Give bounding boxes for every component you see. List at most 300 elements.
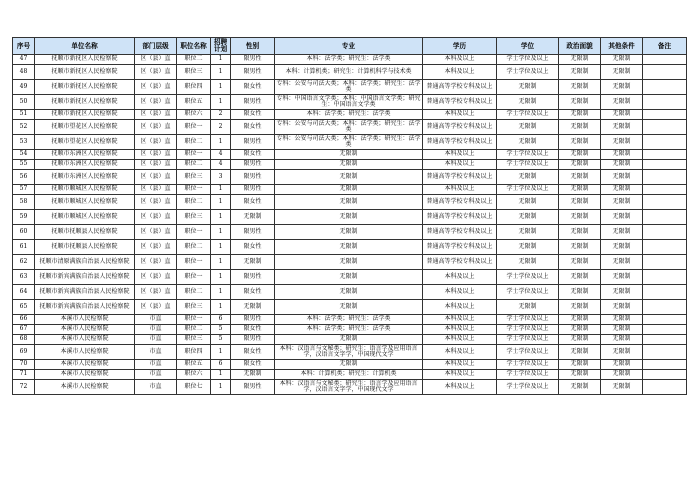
department-level-cell: 市直 <box>135 325 177 335</box>
remark-cell <box>643 55 687 65</box>
position-name-cell: 职位六 <box>177 110 211 120</box>
unit-name-cell: 抚顺市东洲区人民检察院 <box>35 160 135 170</box>
department-level-cell: 区（县）直 <box>135 210 177 225</box>
recruit-plan-cell: 1 <box>211 80 231 95</box>
table-row <box>13 315 687 325</box>
recruitment-table-wrapper <box>12 37 686 395</box>
other-conditions-cell: 无限制 <box>601 95 643 110</box>
header-row <box>13 38 687 55</box>
row-number-cell: 47 <box>13 55 35 65</box>
degree-cell: 无限制 <box>497 195 559 210</box>
position-name-cell: 职位三 <box>177 65 211 80</box>
position-name-cell: 职位一 <box>177 185 211 195</box>
recruit-plan-cell: 2 <box>211 120 231 135</box>
row-number-cell: 67 <box>13 325 35 335</box>
department-level-cell: 区（县）直 <box>135 95 177 110</box>
other-conditions-cell: 无限制 <box>601 380 643 395</box>
degree-cell: 无限制 <box>497 120 559 135</box>
recruit-plan-cell: 1 <box>211 135 231 150</box>
unit-name-cell: 本溪市人民检察院 <box>35 380 135 395</box>
degree-cell: 学士学位及以上 <box>497 360 559 370</box>
political-status-cell: 无限制 <box>559 80 601 95</box>
degree-cell: 学士学位及以上 <box>497 325 559 335</box>
political-status-cell: 无限制 <box>559 335 601 345</box>
gender-cell: 无限制 <box>231 300 275 315</box>
row-number-cell: 61 <box>13 240 35 255</box>
gender-cell: 限男性 <box>231 160 275 170</box>
position-name-cell: 职位二 <box>177 160 211 170</box>
gender-cell: 限女性 <box>231 195 275 210</box>
table-row <box>13 345 687 360</box>
recruit-plan-cell: 1 <box>211 210 231 225</box>
remark-cell <box>643 80 687 95</box>
major-cell: 本科：计算机类；研究生：计算机类 <box>275 370 423 380</box>
remark-cell <box>643 210 687 225</box>
education-cell: 本科及以上 <box>423 370 497 380</box>
remark-cell <box>643 150 687 160</box>
education-cell: 普通高等学校专科及以上 <box>423 195 497 210</box>
table-row <box>13 150 687 160</box>
gender-cell: 限男性 <box>231 185 275 195</box>
recruit-plan-cell: 1 <box>211 240 231 255</box>
other-conditions-cell: 无限制 <box>601 315 643 325</box>
major-cell: 无限制 <box>275 185 423 195</box>
table-row <box>13 210 687 225</box>
unit-name-cell: 抚顺市顺城区人民检察院 <box>35 185 135 195</box>
row-number-cell: 66 <box>13 315 35 325</box>
degree-cell: 无限制 <box>497 210 559 225</box>
unit-name-cell: 抚顺市抚顺县人民检察院 <box>35 240 135 255</box>
political-status-cell: 无限制 <box>559 360 601 370</box>
political-status-cell: 无限制 <box>559 300 601 315</box>
political-status-cell: 无限制 <box>559 240 601 255</box>
department-level-cell: 区（县）直 <box>135 55 177 65</box>
remark-cell <box>643 170 687 185</box>
other-conditions-cell: 无限制 <box>601 335 643 345</box>
row-number-cell: 71 <box>13 370 35 380</box>
gender-cell: 无限制 <box>231 370 275 380</box>
education-cell: 本科及以上 <box>423 150 497 160</box>
table-row <box>13 135 687 150</box>
political-status-cell: 无限制 <box>559 345 601 360</box>
table-row <box>13 255 687 270</box>
unit-name-cell: 抚顺市东洲区人民检察院 <box>35 150 135 160</box>
table-body <box>13 55 687 395</box>
department-level-cell: 区（县）直 <box>135 195 177 210</box>
political-status-cell: 无限制 <box>559 185 601 195</box>
recruit-plan-cell: 2 <box>211 110 231 120</box>
position-name-cell: 职位五 <box>177 95 211 110</box>
major-cell: 本科：汉语言与文秘类；研究生：语言学及应用语言学，汉语言文字学，中国现代文学 <box>275 380 423 395</box>
position-name-cell: 职位七 <box>177 380 211 395</box>
row-number-cell: 57 <box>13 185 35 195</box>
department-level-cell: 区（县）直 <box>135 110 177 120</box>
other-conditions-cell: 无限制 <box>601 160 643 170</box>
remark-cell <box>643 120 687 135</box>
political-status-cell: 无限制 <box>559 210 601 225</box>
remark-cell <box>643 225 687 240</box>
position-name-cell: 职位一 <box>177 315 211 325</box>
remark-cell <box>643 335 687 345</box>
other-conditions-cell: 无限制 <box>601 135 643 150</box>
political-status-cell: 无限制 <box>559 110 601 120</box>
position-name-cell: 职位三 <box>177 170 211 185</box>
remark-cell <box>643 315 687 325</box>
other-conditions-cell: 无限制 <box>601 55 643 65</box>
degree-cell: 无限制 <box>497 225 559 240</box>
gender-cell: 限男性 <box>231 95 275 110</box>
other-conditions-cell: 无限制 <box>601 210 643 225</box>
position-name-cell: 职位一 <box>177 255 211 270</box>
recruitment-table <box>12 37 687 395</box>
remark-cell <box>643 370 687 380</box>
gender-cell: 限女性 <box>231 285 275 300</box>
department-level-cell: 区（县）直 <box>135 270 177 285</box>
position-name-cell: 职位二 <box>177 135 211 150</box>
degree-cell: 学士学位及以上 <box>497 315 559 325</box>
education-cell: 普通高等学校专科及以上 <box>423 255 497 270</box>
political-status-cell: 无限制 <box>559 65 601 80</box>
major-cell: 无限制 <box>275 300 423 315</box>
header-cell: 备注 <box>643 38 687 55</box>
position-name-cell: 职位一 <box>177 150 211 160</box>
position-name-cell: 职位五 <box>177 360 211 370</box>
gender-cell: 限男性 <box>231 270 275 285</box>
header-cell: 单位名称 <box>35 38 135 55</box>
department-level-cell: 区（县）直 <box>135 170 177 185</box>
position-name-cell: 职位三 <box>177 300 211 315</box>
other-conditions-cell: 无限制 <box>601 240 643 255</box>
education-cell: 本科及以上 <box>423 270 497 285</box>
education-cell: 本科及以上 <box>423 55 497 65</box>
education-cell: 本科及以上 <box>423 110 497 120</box>
recruit-plan-cell: 1 <box>211 285 231 300</box>
remark-cell <box>643 185 687 195</box>
gender-cell: 限女性 <box>231 150 275 160</box>
major-cell: 本科：法学类；研究生：法学类 <box>275 55 423 65</box>
department-level-cell: 区（县）直 <box>135 150 177 160</box>
education-cell: 本科及以上 <box>423 160 497 170</box>
header-cell: 其他条件 <box>601 38 643 55</box>
education-cell: 本科及以上 <box>423 315 497 325</box>
row-number-cell: 63 <box>13 270 35 285</box>
other-conditions-cell: 无限制 <box>601 270 643 285</box>
recruit-plan-cell: 1 <box>211 55 231 65</box>
row-number-cell: 53 <box>13 135 35 150</box>
political-status-cell: 无限制 <box>559 285 601 300</box>
position-name-cell: 职位一 <box>177 270 211 285</box>
unit-name-cell: 本溪市人民检察院 <box>35 345 135 360</box>
other-conditions-cell: 无限制 <box>601 325 643 335</box>
recruit-plan-cell: 1 <box>211 185 231 195</box>
row-number-cell: 52 <box>13 120 35 135</box>
recruit-plan-cell: 1 <box>211 195 231 210</box>
gender-cell: 限女性 <box>231 120 275 135</box>
department-level-cell: 区（县）直 <box>135 255 177 270</box>
major-cell: 无限制 <box>275 160 423 170</box>
department-level-cell: 市直 <box>135 335 177 345</box>
unit-name-cell: 抚顺市望花区人民检察院 <box>35 135 135 150</box>
unit-name-cell: 本溪市人民检察院 <box>35 315 135 325</box>
department-level-cell: 区（县）直 <box>135 120 177 135</box>
row-number-cell: 48 <box>13 65 35 80</box>
department-level-cell: 区（县）直 <box>135 80 177 95</box>
position-name-cell: 职位一 <box>177 120 211 135</box>
row-number-cell: 56 <box>13 170 35 185</box>
degree-cell: 学士学位及以上 <box>497 270 559 285</box>
recruit-plan-cell: 5 <box>211 335 231 345</box>
major-cell: 无限制 <box>275 210 423 225</box>
education-cell: 普通高等学校专科及以上 <box>423 120 497 135</box>
row-number-cell: 49 <box>13 80 35 95</box>
degree-cell: 无限制 <box>497 95 559 110</box>
position-name-cell: 职位二 <box>177 285 211 300</box>
table-row <box>13 285 687 300</box>
department-level-cell: 区（县）直 <box>135 240 177 255</box>
gender-cell: 限男性 <box>231 380 275 395</box>
department-level-cell: 区（县）直 <box>135 300 177 315</box>
recruit-plan-cell: 1 <box>211 380 231 395</box>
education-cell: 本科及以上 <box>423 335 497 345</box>
political-status-cell: 无限制 <box>559 380 601 395</box>
row-number-cell: 54 <box>13 150 35 160</box>
degree-cell: 学士学位及以上 <box>497 380 559 395</box>
education-cell: 本科及以上 <box>423 325 497 335</box>
unit-name-cell: 抚顺市新宾满族自治县人民检察院 <box>35 270 135 285</box>
department-level-cell: 区（县）直 <box>135 285 177 300</box>
department-level-cell: 区（县）直 <box>135 135 177 150</box>
department-level-cell: 市直 <box>135 345 177 360</box>
other-conditions-cell: 无限制 <box>601 80 643 95</box>
major-cell: 无限制 <box>275 335 423 345</box>
gender-cell: 无限制 <box>231 210 275 225</box>
header-cell: 部门层级 <box>135 38 177 55</box>
header-cell: 政治面貌 <box>559 38 601 55</box>
department-level-cell: 区（县）直 <box>135 225 177 240</box>
remark-cell <box>643 360 687 370</box>
row-number-cell: 60 <box>13 225 35 240</box>
unit-name-cell: 抚顺市新抚区人民检察院 <box>35 80 135 95</box>
gender-cell: 限女性 <box>231 110 275 120</box>
degree-cell: 无限制 <box>497 240 559 255</box>
major-cell: 无限制 <box>275 270 423 285</box>
other-conditions-cell: 无限制 <box>601 195 643 210</box>
major-cell: 无限制 <box>275 170 423 185</box>
recruit-plan-cell: 5 <box>211 325 231 335</box>
remark-cell <box>643 325 687 335</box>
unit-name-cell: 本溪市人民检察院 <box>35 335 135 345</box>
table-row <box>13 110 687 120</box>
gender-cell: 限女性 <box>231 360 275 370</box>
row-number-cell: 65 <box>13 300 35 315</box>
education-cell: 本科及以上 <box>423 380 497 395</box>
other-conditions-cell: 无限制 <box>601 370 643 380</box>
table-row <box>13 55 687 65</box>
recruit-plan-cell: 1 <box>211 65 231 80</box>
political-status-cell: 无限制 <box>559 270 601 285</box>
position-name-cell: 职位一 <box>177 225 211 240</box>
major-cell: 无限制 <box>275 255 423 270</box>
other-conditions-cell: 无限制 <box>601 110 643 120</box>
remark-cell <box>643 160 687 170</box>
position-name-cell: 职位三 <box>177 210 211 225</box>
table-row <box>13 120 687 135</box>
position-name-cell: 职位四 <box>177 345 211 360</box>
recruit-plan-cell: 3 <box>211 170 231 185</box>
table-row <box>13 300 687 315</box>
department-level-cell: 区（县）直 <box>135 185 177 195</box>
table-row <box>13 80 687 95</box>
row-number-cell: 70 <box>13 360 35 370</box>
recruit-plan-cell: 1 <box>211 370 231 380</box>
other-conditions-cell: 无限制 <box>601 150 643 160</box>
political-status-cell: 无限制 <box>559 325 601 335</box>
unit-name-cell: 抚顺市新抚区人民检察院 <box>35 110 135 120</box>
header-cell: 职位名称 <box>177 38 211 55</box>
major-cell: 本科：汉语言与文秘类；研究生：语言学及应用语言学，汉语言文字学，中国现代文学 <box>275 345 423 360</box>
row-number-cell: 64 <box>13 285 35 300</box>
other-conditions-cell: 无限制 <box>601 170 643 185</box>
header-cell: 学位 <box>497 38 559 55</box>
table-row <box>13 95 687 110</box>
header-cell: 招聘计划 <box>211 38 231 55</box>
political-status-cell: 无限制 <box>559 170 601 185</box>
gender-cell: 限男性 <box>231 335 275 345</box>
row-number-cell: 55 <box>13 160 35 170</box>
major-cell: 无限制 <box>275 285 423 300</box>
unit-name-cell: 抚顺市抚顺县人民检察院 <box>35 225 135 240</box>
political-status-cell: 无限制 <box>559 315 601 325</box>
other-conditions-cell: 无限制 <box>601 225 643 240</box>
other-conditions-cell: 无限制 <box>601 345 643 360</box>
education-cell: 本科及以上 <box>423 65 497 80</box>
other-conditions-cell: 无限制 <box>601 185 643 195</box>
major-cell: 专科：公安与司法大类；本科：法学类；研究生：法学类 <box>276 119 421 133</box>
recruit-plan-cell: 1 <box>211 300 231 315</box>
major-cell: 本科：法学类；研究生：法学类 <box>275 110 423 120</box>
remark-cell <box>643 255 687 270</box>
degree-cell: 学士学位及以上 <box>497 345 559 360</box>
degree-cell: 学士学位及以上 <box>497 285 559 300</box>
unit-name-cell: 本溪市人民检察院 <box>35 360 135 370</box>
row-number-cell: 51 <box>13 110 35 120</box>
political-status-cell: 无限制 <box>559 135 601 150</box>
education-cell: 普通高等学校专科及以上 <box>423 95 497 110</box>
other-conditions-cell: 无限制 <box>601 255 643 270</box>
table-row <box>13 225 687 240</box>
department-level-cell: 市直 <box>135 315 177 325</box>
other-conditions-cell: 无限制 <box>601 360 643 370</box>
remark-cell <box>643 65 687 80</box>
education-cell: 普通高等学校专科及以上 <box>423 210 497 225</box>
major-cell: 专科：中国语言文学类；本科：中国语言文学类；研究生：中国语言文学类 <box>276 94 421 108</box>
political-status-cell: 无限制 <box>559 255 601 270</box>
header-cell: 专业 <box>275 38 423 55</box>
recruit-plan-cell: 6 <box>211 315 231 325</box>
table-row <box>13 360 687 370</box>
department-level-cell: 市直 <box>135 380 177 395</box>
row-number-cell: 69 <box>13 345 35 360</box>
remark-cell <box>643 380 687 395</box>
recruit-plan-cell: 1 <box>211 255 231 270</box>
major-cell: 无限制 <box>275 195 423 210</box>
table-row <box>13 160 687 170</box>
education-cell: 本科及以上 <box>423 185 497 195</box>
gender-cell: 限男性 <box>231 135 275 150</box>
table-row <box>13 270 687 285</box>
political-status-cell: 无限制 <box>559 120 601 135</box>
major-cell: 专科：公安与司法大类；本科：法学类；研究生：法学类 <box>276 134 421 148</box>
other-conditions-cell: 无限制 <box>601 285 643 300</box>
recruit-plan-cell: 1 <box>211 95 231 110</box>
header-cell: 性别 <box>231 38 275 55</box>
remark-cell <box>643 300 687 315</box>
row-number-cell: 50 <box>13 95 35 110</box>
unit-name-cell: 抚顺市清原满族自治县人民检察院 <box>35 255 135 270</box>
unit-name-cell: 抚顺市顺城区人民检察院 <box>35 210 135 225</box>
department-level-cell: 市直 <box>135 360 177 370</box>
row-number-cell: 58 <box>13 195 35 210</box>
header-cell: 学历 <box>423 38 497 55</box>
political-status-cell: 无限制 <box>559 225 601 240</box>
major-cell: 无限制 <box>275 360 423 370</box>
major-cell: 无限制 <box>275 240 423 255</box>
political-status-cell: 无限制 <box>559 195 601 210</box>
table-row <box>13 65 687 80</box>
gender-cell: 限男性 <box>231 315 275 325</box>
political-status-cell: 无限制 <box>559 55 601 65</box>
table-row <box>13 325 687 335</box>
education-cell: 普通高等学校专科及以上 <box>423 135 497 150</box>
table-row <box>13 335 687 345</box>
table-row <box>13 185 687 195</box>
other-conditions-cell: 无限制 <box>601 120 643 135</box>
recruit-plan-cell: 1 <box>211 345 231 360</box>
table-row <box>13 240 687 255</box>
header-cell: 序号 <box>13 38 35 55</box>
degree-cell: 学士学位及以上 <box>497 370 559 380</box>
unit-name-cell: 本溪市人民检察院 <box>35 325 135 335</box>
gender-cell: 限女性 <box>231 345 275 360</box>
position-name-cell: 职位二 <box>177 240 211 255</box>
degree-cell: 无限制 <box>497 255 559 270</box>
education-cell: 普通高等学校专科及以上 <box>423 170 497 185</box>
gender-cell: 限男性 <box>231 65 275 80</box>
recruit-plan-cell: 1 <box>211 225 231 240</box>
degree-cell: 无限制 <box>497 300 559 315</box>
education-cell: 本科及以上 <box>423 285 497 300</box>
position-name-cell: 职位二 <box>177 195 211 210</box>
unit-name-cell: 抚顺市东洲区人民检察院 <box>35 170 135 185</box>
degree-cell: 学士学位及以上 <box>497 335 559 345</box>
political-status-cell: 无限制 <box>559 150 601 160</box>
education-cell: 本科及以上 <box>423 360 497 370</box>
gender-cell: 限女性 <box>231 80 275 95</box>
unit-name-cell: 抚顺市新抚区人民检察院 <box>35 95 135 110</box>
remark-cell <box>643 135 687 150</box>
table-row <box>13 380 687 395</box>
department-level-cell: 区（县）直 <box>135 160 177 170</box>
political-status-cell: 无限制 <box>559 95 601 110</box>
degree-cell: 无限制 <box>497 170 559 185</box>
education-cell: 普通高等学校专科及以上 <box>423 80 497 95</box>
recruit-plan-cell: 4 <box>211 160 231 170</box>
position-name-cell: 职位六 <box>177 370 211 380</box>
major-cell: 无限制 <box>275 150 423 160</box>
unit-name-cell: 抚顺市新抚区人民检察院 <box>35 55 135 65</box>
remark-cell <box>643 285 687 300</box>
gender-cell: 限男性 <box>231 55 275 65</box>
